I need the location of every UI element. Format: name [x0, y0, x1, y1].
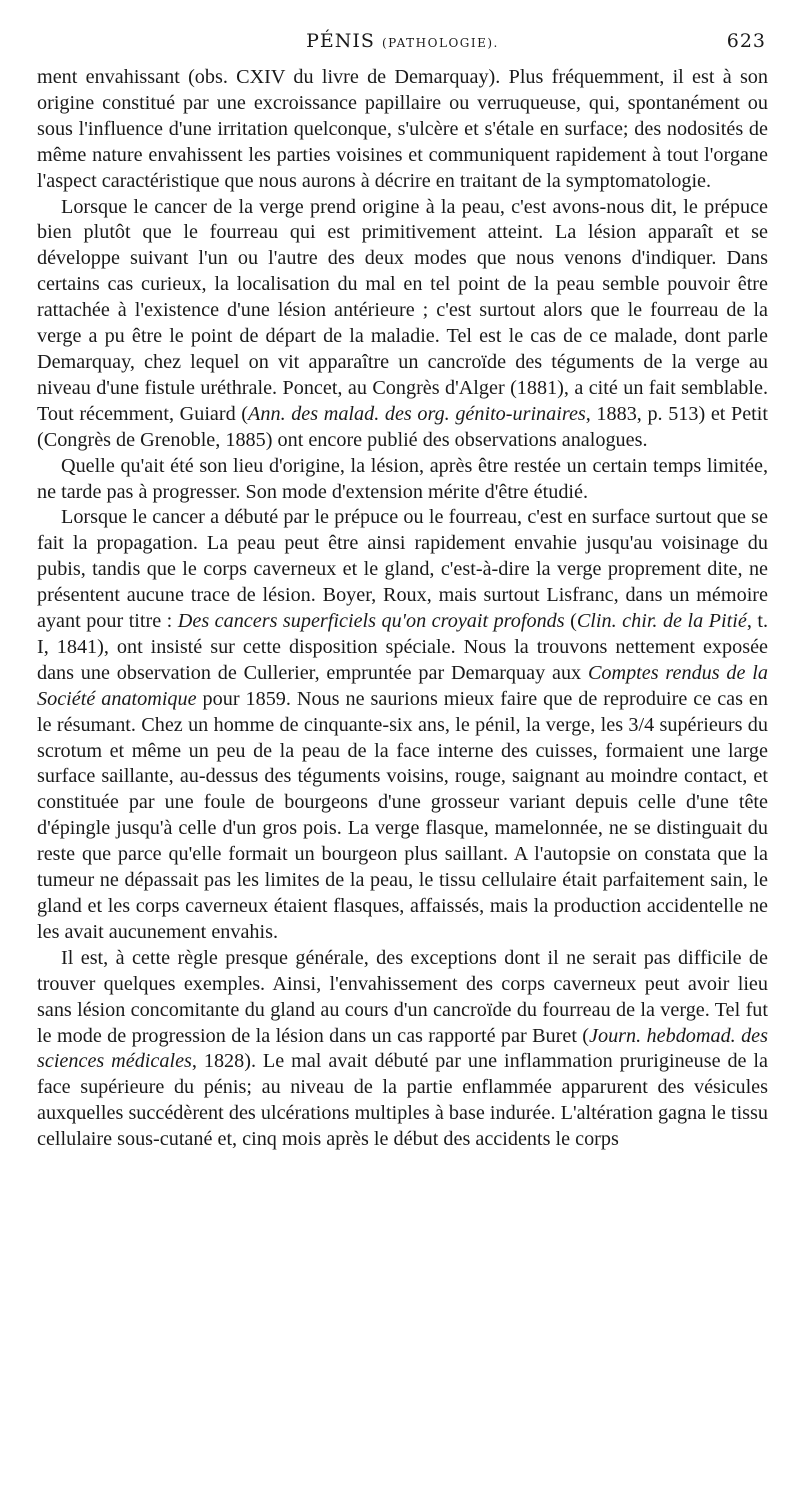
paragraph-text: Lorsque le cancer a débuté par le prépuce ou le fourreau, c'est en surface surtout que se fait la propagation. La peau peut être ainsi rapidement envahie jusqu'au voisinage du pubis, tandis que le corps caverneux et le gland, c'est-à-dire la verge proprement dite, ne présentent aucune trace de lésion. Boyer, Roux, mais surtout Lisfranc, dans un mémoire ayant pour titre : [37, 506, 768, 633]
page-number: 623 [726, 30, 766, 52]
running-title [37, 30, 768, 52]
running-header [37, 30, 768, 58]
running-title-sub: (PATHOLOGIE). [382, 36, 499, 50]
paragraph-text: Quelle qu'ait été son lieu d'origine, la lésion, après être restée un certain temps limitée, ne tarde pas à progresser. Son mode d'extension mérite d'être étudié. [37, 454, 768, 503]
italic-citation: Des cancers superficiels qu'on croyait profonds [177, 610, 565, 633]
italic-citation: Comptes rendus de la Société anatomique [37, 661, 768, 710]
paragraph-text: , 1883, p. 513) et Petit (Congrès de Grenoble, 1885) ont encore publié des observations analogues. [37, 402, 769, 451]
document-page [37, 30, 768, 1153]
running-title-main: PÉNIS [306, 30, 375, 52]
paragraph-text: , 1828). Le mal avait débuté par une inflammation prurigineuse de la face supérieure du pénis; au niveau de la partie enflammée apparurent des vésicules auxquelles succédèrent des ulcérations multiples à base indurée. L'altération gagna le tissu cellulaire sous-cutané et, cinq mois après le début des accidents le corps [37, 1050, 769, 1151]
paragraph [37, 195, 768, 454]
paragraph [37, 946, 768, 1153]
paragraph [37, 454, 768, 506]
paragraph-text: ( [564, 610, 577, 633]
paragraph-text: ment envahissant (obs. CXIV du livre de Demarquay). Plus fréquemment, il est à son origine constitué par une excroissance papillaire ou verruqueuse, qui, spontanément ou sous l'influence d'une irritation quelconque, s'ulcère et s'étale en surface; des nodosités de même nature envahissent les parties voisines et communiquent rapidement à tout l'organe l'aspect caractéristique que nous aurons à décrire en traitant de la symptomatologie. [37, 66, 768, 192]
paragraph [37, 65, 768, 195]
italic-citation: Journ. hebdomad. des sciences médicales [37, 1024, 768, 1073]
paragraph [37, 505, 768, 945]
italic-citation: Ann. des malad. des org. génito-urinaires [248, 402, 586, 425]
paragraph-text: pour 1859. Nous ne saurions mieux faire que de reproduire ce cas en le résumant. Chez un homme de cinquante-six ans, le pénil, la verge, les 3/4 supérieurs du scrotum et même un peu de la peau de la face interne des cuisses, formaient une large surface saillante, au-dessus des téguments voisins, rouge, saignant au moindre contact, et constituée par une foule de bourgeons d'une grosseur variant depuis celle d'une tête d'épingle jusqu'à celle d'un gros pois. La verge flasque, mamelonnée, ne se distinguait du reste que parce qu'elle formait un bourgeon plus saillant. A l'autopsie on constata que la tumeur ne dépassait pas les limites de la peau, le tissu cellulaire était parfaitement sain, le gland et les corps caverneux étaient flasques, affaissés, mais la production accidentelle ne les avait aucunement envahis. [37, 687, 768, 943]
paragraph-text: Il est, à cette règle presque générale, des exceptions dont il ne serait pas difficile de trouver quelques exemples. Ainsi, l'envahissement des corps caverneux peut avoir lieu sans lésion concomitante du gland au cours d'un cancroïde du fourreau de la verge. Tel fut le mode de progression de la lésion dans un cas rapporté par Buret ( [37, 946, 768, 1047]
italic-citation: Clin. chir. de la Pitié [576, 610, 747, 633]
body-text [37, 65, 768, 1153]
paragraph-text: , t. I, 1841), ont insisté sur cette disposition spéciale. Nous la trouvons nettement exposée dans une observation de Cullerier, empruntée par Demarquay aux [37, 610, 768, 684]
paragraph-text: Lorsque le cancer de la verge prend origine à la peau, c'est avons-nous dit, le prépuce bien plutôt que le fourreau qui est primitivement atteint. La lésion apparaît et se développe suivant l'un ou l'autre des deux modes que nous venons d'indiquer. Dans certains cas curieux, la localisation du mal en tel point de la peau semble pouvoir être rattachée à l'existence d'une lésion antérieure ; c'est surtout alors que le fourreau de la verge a pu être le point de départ de la maladie. Tel est le cas de ce malade, dont parle Demarquay, chez lequel on vit apparaître un cancroïde des téguments de la verge au niveau d'une fistule uréthrale. Poncet, au Congrès d'Alger (1881), a cité un fait semblable. Tout récemment, Guiard ( [37, 195, 768, 425]
